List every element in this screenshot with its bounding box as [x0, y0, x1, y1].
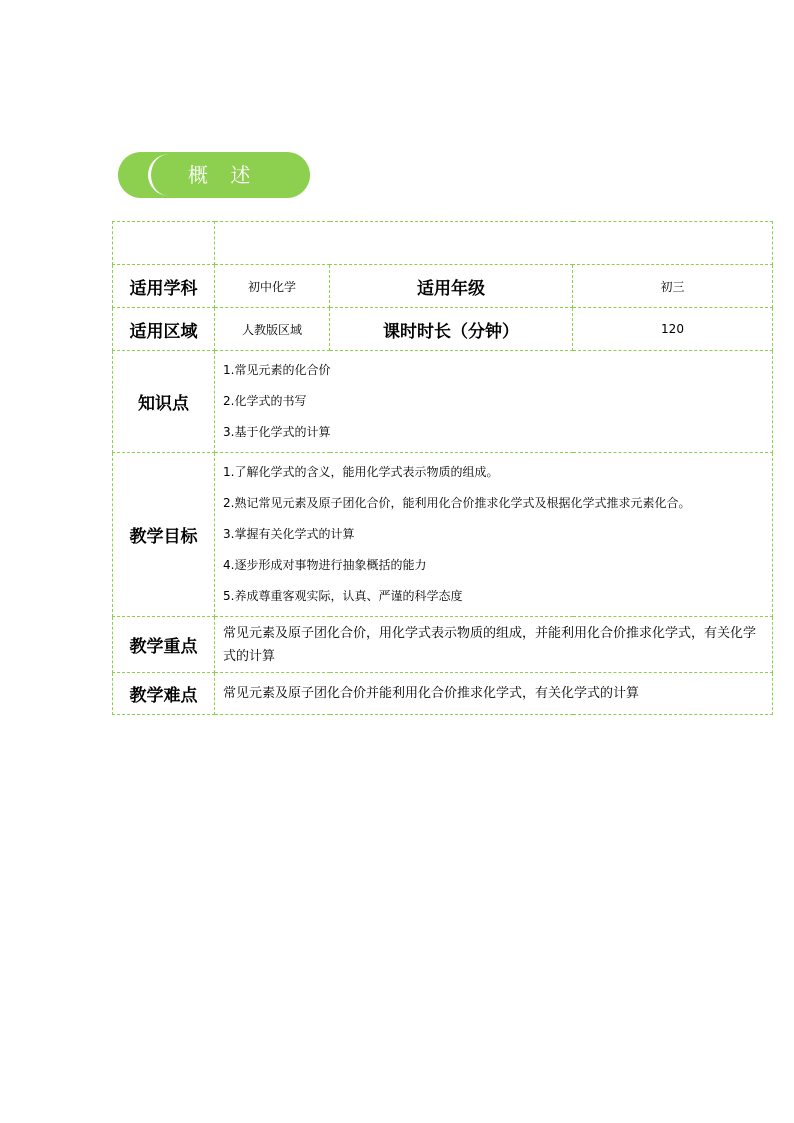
subject-value: 初中化学: [215, 265, 330, 308]
difficulties-text: 常见元素及原子团化合价并能利用化合价推求化学式，有关化学式的计算: [215, 673, 773, 715]
list-item: 2.熟记常见元素及原子团化合价，能利用化合价推求化学式及根据化学式推求元素化合。: [223, 496, 691, 510]
list-item: 3.基于化学式的计算: [223, 425, 331, 439]
goals-list: [215, 453, 773, 617]
list-item: 2.化学式的书写: [223, 394, 307, 408]
difficulties-label: 教学难点: [113, 673, 215, 715]
list-item: 4.逐步形成对事物进行抽象概括的能力: [223, 558, 427, 572]
banner-title: 概 述: [188, 163, 259, 187]
region-value: 人教版区域: [215, 308, 330, 351]
knowledge-label: 知识点: [113, 351, 215, 453]
duration-value: 120: [573, 308, 773, 351]
table-row-region: [113, 308, 773, 351]
empty-cell: [215, 222, 773, 265]
goals-label: 教学目标: [113, 453, 215, 617]
region-label: 适用区域: [113, 308, 215, 351]
list-item: 1.了解化学式的含义，能用化学式表示物质的组成。: [223, 465, 499, 479]
key-points-text: 常见元素及原子团化合价，用化学式表示物质的组成，并能利用化合价推求化学式，有关化学式的计算: [215, 617, 773, 673]
table-row-goals: [113, 453, 773, 617]
table-row-subject: [113, 265, 773, 308]
empty-cell: [113, 222, 215, 265]
table-row-key-points: [113, 617, 773, 673]
banner-curve-decoration: [148, 154, 173, 196]
key-points-label: 教学重点: [113, 617, 215, 673]
grade-value: 初三: [573, 265, 773, 308]
section-banner: [118, 152, 310, 198]
table-row-knowledge: [113, 351, 773, 453]
grade-label: 适用年级: [330, 265, 573, 308]
table-row-difficulties: [113, 673, 773, 715]
subject-label: 适用学科: [113, 265, 215, 308]
list-item: 5.养成尊重客观实际，认真、严谨的科学态度: [223, 589, 463, 603]
list-item: 1.常见元素的化合价: [223, 363, 331, 377]
duration-label: 课时时长（分钟）: [330, 308, 573, 351]
table-row-empty: [113, 222, 773, 265]
knowledge-list: [215, 351, 773, 453]
list-item: 3.掌握有关化学式的计算: [223, 527, 355, 541]
course-info-table: [112, 221, 773, 715]
